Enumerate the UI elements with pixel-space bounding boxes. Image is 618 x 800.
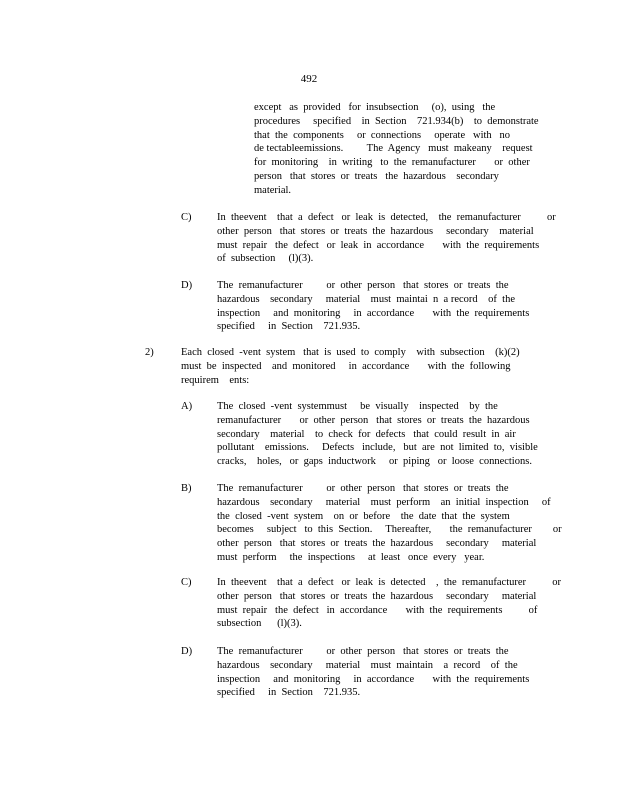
text-line: for monitoring in writing to the remanufacturer or other (254, 157, 530, 169)
item-label-2: 2) (145, 347, 154, 358)
text-line: material. (254, 184, 292, 196)
text-line: must be inspected and monitored in accordance with the following (181, 360, 511, 372)
text-line: except as provided for insubsection (o), using the (254, 102, 496, 113)
text-line: inspection and monitoring in accordance with the requirements (217, 673, 530, 685)
text-line: hazardous secondary material must maintai n a record of the (217, 293, 515, 305)
text-line: other person that stores or treats the hazardous secondary material (217, 590, 537, 602)
subitem-b-text (217, 482, 562, 565)
text-line: secondary material to check for defects that could result in air (217, 428, 516, 440)
text-line: inspection and monitoring in accordance with the requirements (217, 307, 530, 319)
text-line: hazardous secondary material must perform an initial inspection of (217, 496, 551, 508)
text-line: of subsection (l)(3). (217, 253, 314, 265)
subitem-label-a: A) (181, 401, 193, 412)
text-line: must perform the inspections at least once every year. (217, 551, 485, 563)
text-line: other person that stores or treats the hazardous secondary material (217, 538, 537, 550)
text-line: must repair the defect in accordance with the requirements of (217, 604, 538, 616)
page-number: 492 (300, 73, 318, 85)
text-line: subsection (l)(3). (217, 618, 302, 630)
text-line: person that stores or treats the hazardous secondary (254, 170, 499, 182)
item-2-text (181, 346, 521, 387)
item-c-text (217, 211, 556, 266)
subitem-label-d: D) (181, 646, 193, 657)
text-line: In theevent that a defect or leak is detected, the remanufacturer or (217, 212, 556, 223)
subitem-label-b: B) (181, 483, 192, 494)
subitem-label-c: C) (181, 577, 192, 588)
text-line: specified in Section 721.935. (217, 687, 361, 699)
intro-paragraph (254, 101, 544, 198)
text-line: becomes subject to this Section. Thereafter, the remanufacturer or (217, 524, 562, 536)
text-line: must repair the defect or leak in accordance with the requirements (217, 239, 540, 251)
text-line: In theevent that a defect or leak is detected , the remanufacturer or (217, 577, 562, 588)
subitem-c-text (217, 576, 562, 631)
text-line: The remanufacturer or other person that stores or treats the (217, 483, 509, 494)
item-label-d: D) (181, 280, 193, 291)
text-line: requirem ents: (181, 374, 250, 386)
subitem-a-text (217, 400, 547, 469)
text-line: The remanufacturer or other person that stores or treats the (217, 646, 509, 657)
text-line: that the components or connections operate with no (254, 129, 511, 141)
text-line: specified in Section 721.935. (217, 321, 361, 333)
text-line: de tectableemissions. The Agency must makeany request (254, 143, 533, 155)
text-line: Each closed -vent system that is used to comply with subsection (k)(2) (181, 347, 520, 358)
text-line: pollutant emissions. Defects include, but are not limited to, visible (217, 442, 538, 454)
subitem-d-text (217, 645, 547, 700)
text-line: The remanufacturer or other person that stores or treats the (217, 280, 509, 291)
text-line: The closed -vent systemmust be visually inspected by the (217, 401, 498, 412)
text-line: procedures specified in Section 721.934(b) to demonstrate (254, 115, 539, 127)
text-line: hazardous secondary material must maintain a record of the (217, 659, 518, 671)
text-line: other person that stores or treats the hazardous secondary material (217, 225, 534, 237)
text-line: cracks, holes, or gaps inductwork or piping or loose connections. (217, 456, 532, 468)
text-line: remanufacturer or other person that stores or treats the hazardous (217, 414, 530, 426)
item-d-text (217, 279, 547, 334)
text-line: the closed -vent system on or before the date that the system (217, 510, 510, 522)
item-label-c: C) (181, 212, 192, 223)
